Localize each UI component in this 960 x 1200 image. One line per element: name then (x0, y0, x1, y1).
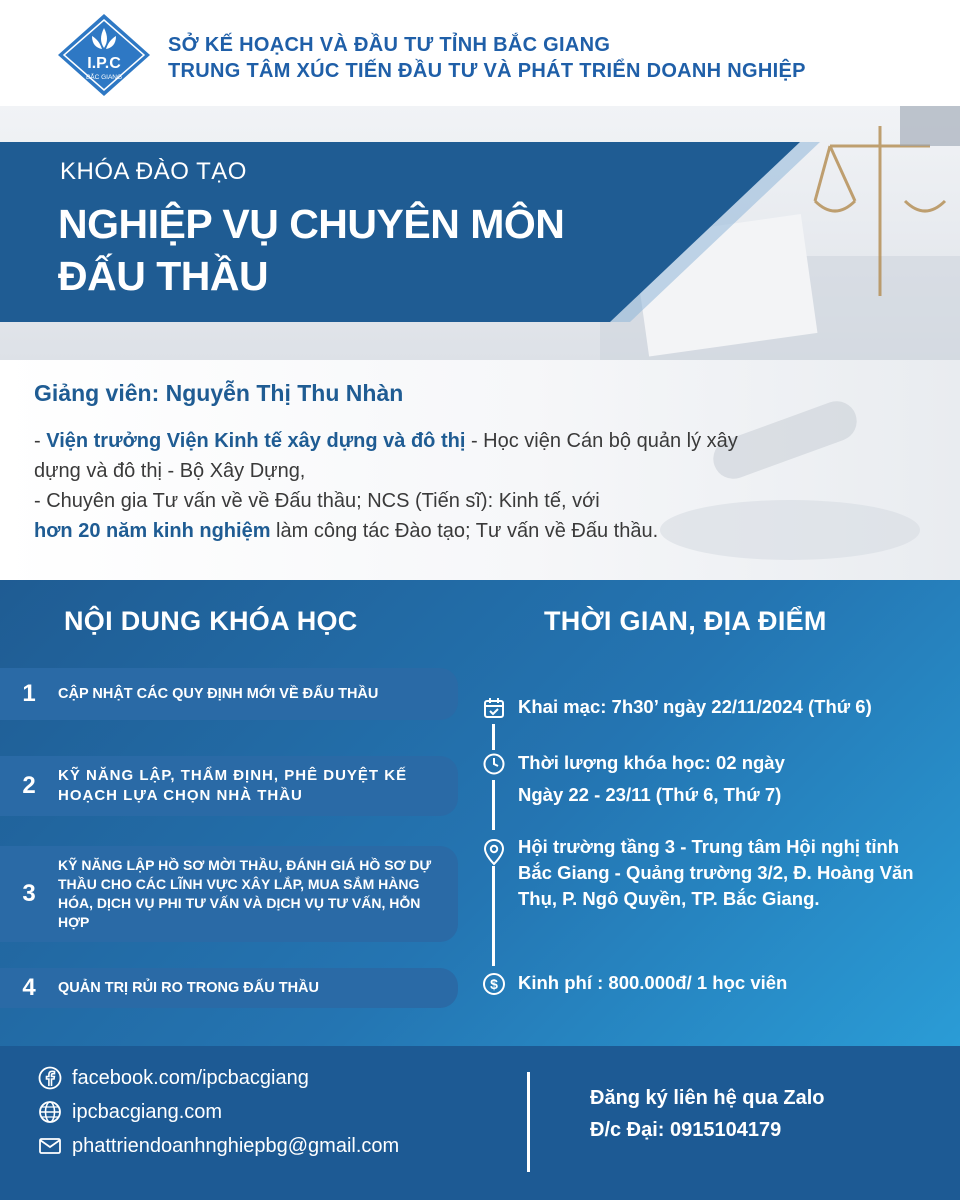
email-address: phattriendoanhnghiepbg@gmail.com (72, 1134, 400, 1157)
dollar-coin-icon (482, 972, 506, 996)
course-item-text: KỸ NĂNG LẬP HỒ SƠ MỜI THẦU, ĐÁNH GIÁ HỒ SƠ DỰ THẦU CHO CÁC LĨNH VỰC XÂY LẮP, MUA SẮM HÀNG HÓA, DỊCH VỤ PHI TƯ VẤN VÀ DỊCH VỤ TƯ VẤN, HỖN HỢP (58, 857, 432, 930)
zalo-phone[interactable]: Đ/c Đại: 0915104179 (590, 1119, 782, 1141)
bio-experience: hơn 20 năm kinh nghiệm (34, 520, 271, 542)
course-item-text: QUẢN TRỊ RỦI RO TRONG ĐẤU THẦU (58, 980, 319, 996)
course-item-text: KỸ NĂNG LẬP, THẨM ĐỊNH, PHÊ DUYỆT KẾ HOẠCH LỰA CHỌN NHÀ THẦU (58, 767, 408, 804)
hero-banner (0, 106, 960, 360)
course-item-1 (0, 668, 458, 720)
course-item-number: 4 (22, 974, 36, 1001)
course-item-number: 1 (22, 680, 36, 707)
bio-line-1 (34, 426, 934, 456)
timeline-line (492, 780, 495, 830)
facebook-link[interactable] (38, 1066, 309, 1090)
footer (0, 1046, 960, 1200)
ipc-logo (56, 12, 152, 98)
mail-icon (38, 1134, 62, 1158)
organization-name (168, 32, 806, 84)
timeline-line (492, 866, 495, 966)
zalo-line-1: Đăng ký liên hệ qua Zalo (590, 1087, 825, 1109)
bio-line-2: dựng và đô thị - Bộ Xây Dựng, (34, 460, 306, 482)
lecturer-bio (34, 426, 934, 546)
content-title: NỘI DUNG KHÓA HỌC (64, 606, 358, 636)
timeline-line (492, 724, 495, 750)
venue-address: Hội trường tầng 3 - Trung tâm Hội nghị tỉnh Bắc Giang - Quảng trường 3/2, Đ. Hoàng Văn Thụ, P. Ngô Quyền, TP. Bắc Giang. (518, 836, 914, 909)
course-title-line-1: NGHIỆP VỤ CHUYÊN MÔN (58, 201, 565, 247)
location-pin-icon (482, 838, 506, 866)
footer-divider (527, 1072, 530, 1172)
calendar-check-icon (482, 696, 506, 720)
course-item-2 (0, 756, 458, 816)
bio-dash: - (34, 430, 47, 452)
schedule-title: THỜI GIAN, ĐỊA ĐIỂM (544, 606, 827, 636)
email-link[interactable] (38, 1134, 399, 1158)
course-item-number: 2 (22, 772, 36, 799)
svg-text:$: $ (490, 976, 498, 992)
lecturer-name: Giảng viên: Nguyễn Thị Thu Nhàn (34, 380, 404, 406)
facebook-url: facebook.com/ipcbacgiang (72, 1066, 309, 1089)
duration-line-2: Ngày 22 - 23/11 (Thứ 6, Thứ 7) (518, 784, 782, 805)
svg-text:BẮC GIANG: BẮC GIANG (85, 74, 123, 81)
website-url: ipcbacgiang.com (72, 1100, 223, 1123)
program-section (0, 580, 960, 1046)
course-item-3 (0, 846, 458, 942)
website-link[interactable] (38, 1100, 222, 1124)
svg-text:I.P.C: I.P.C (87, 55, 121, 72)
course-item-number: 3 (22, 880, 36, 907)
opening-time: Khai mạc: 7h30’ ngày 22/11/2024 (Thứ 6) (518, 696, 872, 717)
bio-line-4-rest: làm công tác Đào tạo; Tư vấn về Đấu thầu. (270, 520, 659, 542)
globe-icon (38, 1100, 62, 1124)
clock-icon (482, 752, 506, 776)
course-duration (518, 750, 938, 808)
course-item-text: CẬP NHẬT CÁC QUY ĐỊNH MỚI VỀ ĐẤU THẦU (58, 686, 379, 702)
header (0, 0, 960, 106)
org-line-2: TRUNG TÂM XÚC TIẾN ĐẦU TƯ VÀ PHÁT TRIỂN DOANH NGHIỆP (168, 60, 806, 82)
org-line-1: SỞ KẾ HOẠCH VÀ ĐẦU TƯ TỈNH BẮC GIANG (168, 34, 611, 56)
lecturer-section (0, 360, 960, 580)
course-fee: Kinh phí : 800.000đ/ 1 học viên (518, 972, 788, 993)
course-title (58, 198, 678, 302)
course-title-line-2: ĐẤU THẦU (58, 253, 269, 299)
course-item-4 (0, 968, 458, 1008)
bio-line-1-rest: - Học viện Cán bộ quản lý xây (465, 430, 738, 452)
zalo-contact (590, 1082, 825, 1146)
course-kicker: KHÓA ĐÀO TẠO (60, 158, 247, 185)
bio-position: Viện trưởng Viện Kinh tế xây dựng và đô thị (46, 430, 466, 452)
duration-line-1: Thời lượng khóa học: 02 ngày (518, 752, 785, 773)
facebook-icon (38, 1066, 62, 1090)
bio-line-3: - Chuyên gia Tư vấn về về Đấu thầu; NCS (Tiến sĩ): Kinh tế, với (34, 490, 600, 512)
bio-line-4 (34, 516, 934, 546)
